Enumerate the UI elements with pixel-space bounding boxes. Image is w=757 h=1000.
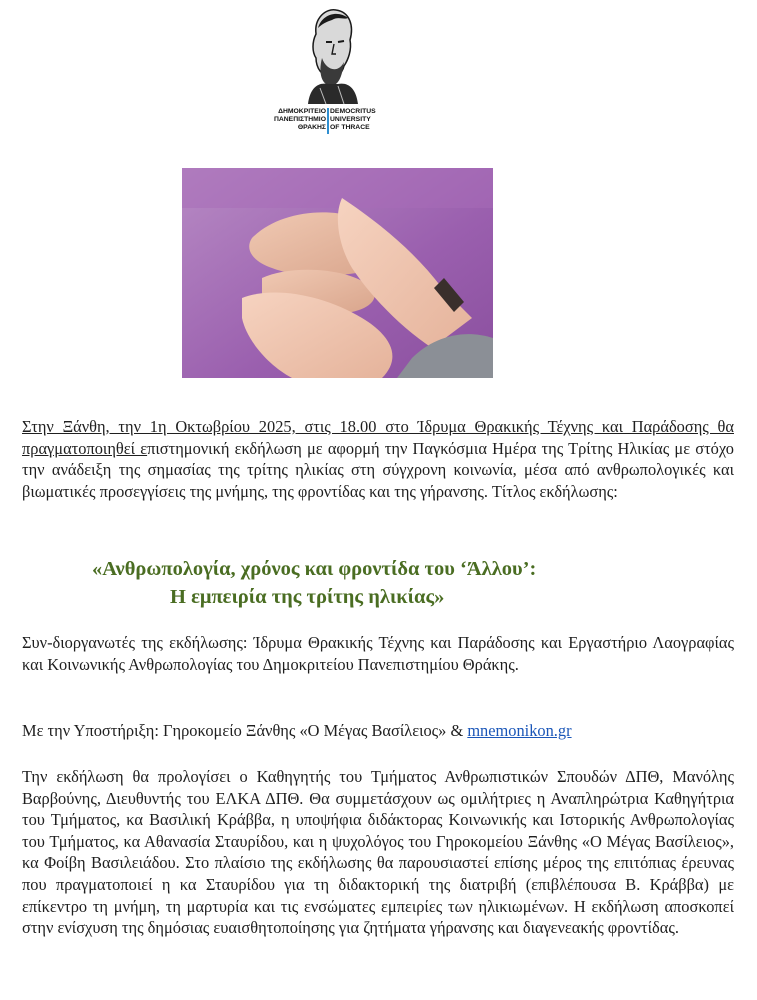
intro-text: πιστημονική εκδήλωση με αφορμή την Παγκόσμια Ημέρα της Τρίτης Ηλικίας με στόχο την ανάδειξη της σημασίας της τρίτης ηλικίας στη σύγχρονη κοινωνία, μέσα από ανθρωπολογικές και βιωματικές προσεγγίσεις της μνήμης, της φροντίδας και της γήρανσης. Τίτλος εκδήλωσης:	[22, 438, 734, 501]
event-title-line2: Η εμπειρία της τρίτης ηλικίας»	[170, 586, 445, 608]
mnemonikon-link[interactable]: mnemonikon.gr	[467, 721, 572, 740]
organizers-paragraph: Συν-διοργανωτές της εκδήλωσης: Ίδρυμα Θρακικής Τέχνης και Παράδοσης και Εργαστήριο Λαογραφίας και Κοινωνικής Ανθρωπολογίας του Δημοκριτείου Πανεπιστημίου Θράκης.	[22, 633, 734, 674]
logo-name-english: DEMOCRITUS UNIVERSITY OF THRACE	[330, 108, 376, 131]
event-title-line1: «Ανθρωπολογία, χρόνος και φροντίδα του ‘Άλλου’:	[92, 558, 537, 580]
logo-divider	[327, 108, 329, 134]
intro-paragraph	[22, 416, 734, 502]
support-paragraph	[22, 720, 734, 742]
university-logo	[268, 4, 392, 136]
support-text: Με την Υποστήριξη: Γηροκομείο Ξάνθης «Ο Μέγας Βασίλειος» &	[22, 721, 468, 740]
hands-photo	[182, 168, 493, 378]
program-paragraph: Την εκδήλωση θα προλογίσει ο Καθηγητής του Τμήματος Ανθρωπιστικών Σπουδών ΔΠΘ, Μανόλης Βαρβούνης, Διευθυντής του ΕΛΚΑ ΔΠΘ. Θα συμμετάσχουν ως ομιλήτριες η Αναπληρώτρια Καθηγήτρια του Τμήματος, κα Βασιλική Κράββα, η υποψήφια διδάκτορας Κοινωνικής και Ιστορικής Ανθρωπολογίας του Τμήματος, κα Αθανασία Σταυρίδου, και η ψυχολόγος του Γηροκομείου Ξάνθης «Ο Μέγας Βασίλειος», κα Φοίβη Βασιλειάδου. Στο πλαίσιο της εκδήλωσης θα παρουσιαστεί επίσης μέρος της επιτόπιας έρευνας που πραγματοποιεί η κα Σταυρίδου για τη διδακτορική της διατριβή (επιβλέπουσα Β. Κράββα) με επίκεντρο τη μνήμη, τη μαρτυρία και τις ενσώματες εμπειρίες των ηλικιωμένων. Η εκδήλωση αποσκοπεί στην ενίσχυση της δημόσιας ευαισθητοποίησης για ζητήματα γήρανσης και διαγενεακής φροντίδας.	[22, 767, 734, 938]
logo-name-greek: ΔΗΜΟΚΡΙΤΕΙΟ ΠΑΝΕΠΙΣΤΗΜΙΟ ΘΡΑΚΗΣ	[273, 108, 326, 131]
intro-underlined-text: Στην Ξάνθη, την 1η Οκτωβρίου 2025, στις 18.00 στο Ίδρυμα Θρακικής Τέχνης και Παράδοσης θα πραγματοποιηθεί ε	[22, 417, 734, 458]
democritus-bust-icon	[298, 4, 364, 104]
